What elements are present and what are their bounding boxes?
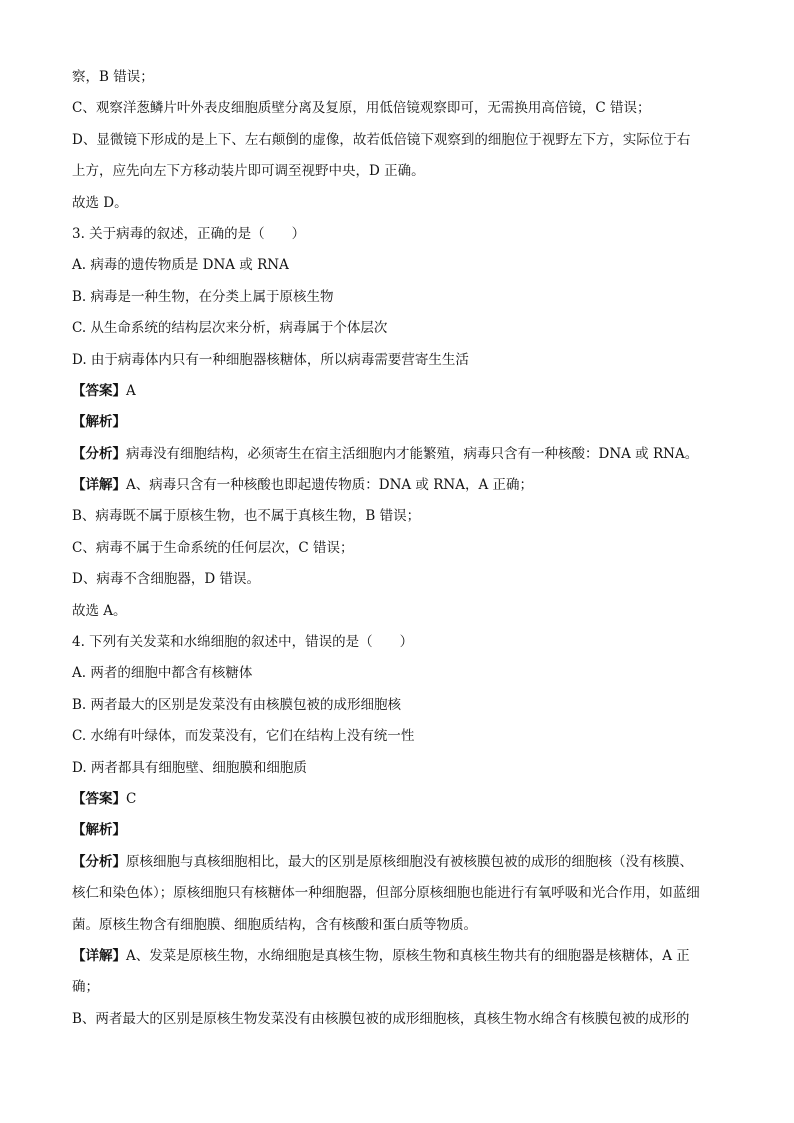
question-3-option-a: A. 病毒的遗传物质是 DNA 或 RNA bbox=[72, 257, 289, 274]
text-line: B、两者最大的区别是原核生物发菜没有由核膜包被的成形细胞核，真核生物水绵含有核膜包被的成形的 bbox=[72, 1010, 690, 1027]
fenxi-text: 原核细胞与真核细胞相比，最大的区别是原核细胞没有被核膜包被的成形的细胞核（没有核膜、 bbox=[126, 853, 693, 870]
text-line: 确； bbox=[72, 979, 99, 996]
text-line: 故选 D。 bbox=[72, 194, 128, 211]
xiangjie-line bbox=[72, 941, 722, 972]
text-line: 菌。原核生物含有细胞膜、细胞质结构，含有核酸和蛋白质等物质。 bbox=[72, 916, 477, 933]
answer-tag: 【答案】 bbox=[72, 382, 126, 399]
xiangjie-tag: 【详解】 bbox=[72, 947, 126, 964]
xiangjie-text: A、病毒只含有一种核酸也即起遗传物质：DNA 或 RNA，A 正确； bbox=[126, 477, 533, 494]
analysis-tag: 【解析】 bbox=[72, 414, 126, 431]
xiangjie-text: A、发菜是原核生物，水绵细胞是真核生物，原核生物和真核生物共有的细胞器是核糖体，A 正 bbox=[126, 947, 690, 964]
question-3-option-d: D. 由于病毒体内只有一种细胞器核糖体，所以病毒需要营寄生生活 bbox=[72, 351, 469, 368]
text-line: B、病毒既不属于原核生物，也不属于真核生物，B 错误； bbox=[72, 508, 421, 525]
text-line: 核仁和染色体）；原核细胞只有核糖体一种细胞器，但部分原核细胞也能进行有氧呼吸和光合作用，如蓝细 bbox=[72, 885, 700, 902]
answer-value: C bbox=[126, 790, 137, 807]
document-page bbox=[72, 62, 722, 1035]
question-3-stem: 3. 关于病毒的叙述，正确的是（ ） bbox=[72, 225, 306, 242]
text-line: C、观察洋葱鳞片叶外表皮细胞质壁分离及复原，用低倍镜观察即可，无需换用高倍镜，C 错误； bbox=[72, 100, 651, 117]
fenxi-line bbox=[72, 847, 722, 878]
fenxi-line bbox=[72, 439, 722, 470]
answer-value: A bbox=[126, 382, 136, 399]
xiangjie-tag: 【详解】 bbox=[72, 477, 126, 494]
xiangjie-line bbox=[72, 470, 722, 501]
fenxi-tag: 【分析】 bbox=[72, 445, 126, 462]
answer-line bbox=[72, 376, 722, 407]
question-4-option-b: B. 两者最大的区别是发菜没有由核膜包被的成形细胞核 bbox=[72, 696, 402, 713]
question-3-option-b: B. 病毒是一种生物，在分类上属于原核生物 bbox=[72, 288, 334, 305]
analysis-line bbox=[72, 407, 722, 438]
fenxi-text: 病毒没有细胞结构，必须寄生在宿主活细胞内才能繁殖，病毒只含有一种核酸：DNA 或 RNA。 bbox=[126, 445, 699, 462]
text-line: 故选 A。 bbox=[72, 602, 127, 619]
answer-tag: 【答案】 bbox=[72, 790, 126, 807]
text-line: 上方，应先向左下方移动装片即可调至视野中央，D 正确。 bbox=[72, 163, 425, 180]
question-4-option-c: C. 水绵有叶绿体，而发菜没有，它们在结构上没有统一性 bbox=[72, 728, 415, 745]
text-line: 察，B 错误； bbox=[72, 69, 154, 85]
text-line: C、病毒不属于生命系统的任何层次，C 错误； bbox=[72, 539, 354, 556]
question-4-option-d: D. 两者都具有细胞壁、细胞膜和细胞质 bbox=[72, 759, 307, 776]
question-4-option-a: A. 两者的细胞中都含有核糖体 bbox=[72, 665, 253, 682]
analysis-tag: 【解析】 bbox=[72, 822, 126, 839]
answer-line bbox=[72, 784, 722, 815]
text-line: D、显微镜下形成的是上下、左右颠倒的虚像，故若低倍镜下观察到的细胞位于视野左下方，实际位于右 bbox=[72, 131, 691, 148]
fenxi-tag: 【分析】 bbox=[72, 853, 126, 870]
text-line: D、病毒不含细胞器，D 错误。 bbox=[72, 571, 260, 588]
analysis-line bbox=[72, 815, 722, 846]
question-3-option-c: C. 从生命系统的结构层次来分析，病毒属于个体层次 bbox=[72, 320, 388, 337]
question-4-stem: 4. 下列有关发菜和水绵细胞的叙述中，错误的是（ ） bbox=[72, 634, 414, 651]
